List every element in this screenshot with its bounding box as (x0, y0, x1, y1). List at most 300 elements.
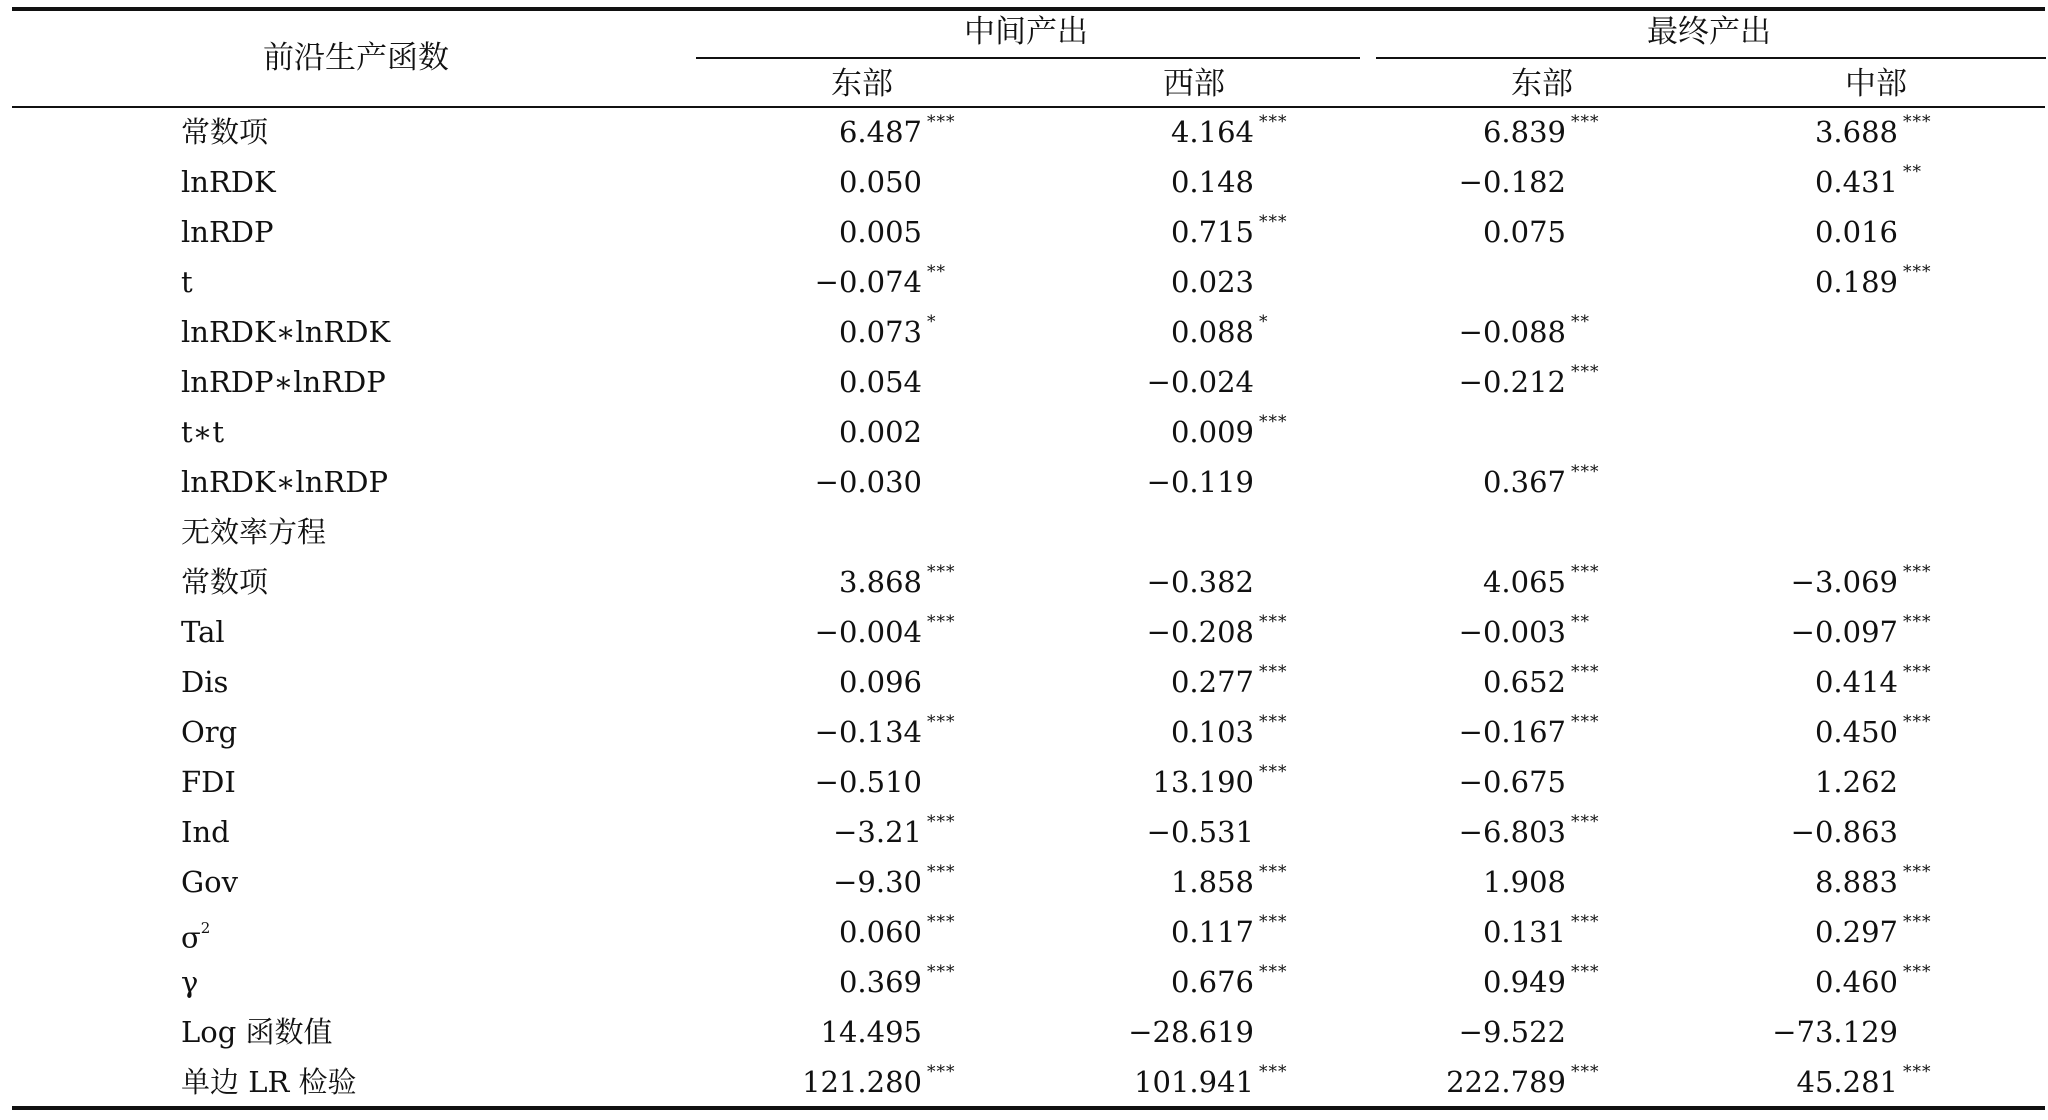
table-cell (1034, 212, 1288, 250)
row-label-text: Ind (181, 815, 230, 849)
table-cell (702, 262, 946, 300)
table-cell (1346, 214, 1566, 250)
row-label-text: 无效率方程 (181, 515, 327, 549)
row-label-text: Dis (181, 665, 229, 699)
cell-value: 0.060 (838, 915, 922, 949)
cell-value: −0.030 (814, 465, 922, 499)
row-label-text: lnRDK (181, 165, 276, 199)
cell-value-wrap (1814, 112, 1932, 150)
cell-value: 0.652 (1482, 665, 1566, 699)
top-rule (12, 7, 2045, 11)
significance-stars: *** (1259, 1062, 1288, 1082)
cell-value: −0.119 (1146, 465, 1254, 499)
table-cell (1034, 312, 1269, 350)
table-cell (1034, 762, 1288, 800)
table-cell (1034, 662, 1288, 700)
cell-value-wrap (814, 612, 956, 650)
table-cell (702, 962, 956, 1000)
cell-value: −0.863 (1790, 815, 1898, 849)
row-label (181, 864, 238, 900)
cell-value: 0.414 (1814, 665, 1898, 699)
table-cell (1678, 112, 1932, 150)
row-label-text: lnRDP∗lnRDP (181, 365, 386, 399)
row-label (181, 664, 228, 700)
table-cell (1678, 814, 1898, 850)
table-cell (702, 414, 922, 450)
significance-stars: *** (1259, 862, 1288, 882)
table-cell (1678, 1014, 1898, 1050)
row-label (181, 214, 274, 250)
row-label-text: Org (181, 715, 238, 749)
group-rule-intermediate (696, 57, 1360, 59)
row-label (181, 814, 230, 850)
cell-value-wrap (1128, 1014, 1254, 1050)
significance-stars: *** (1903, 612, 1932, 632)
row-label-superscript: 2 (200, 919, 211, 937)
row-label-text: 单边 LR 检验 (181, 1065, 357, 1099)
table-cell (702, 214, 922, 250)
significance-stars: *** (1903, 912, 1932, 932)
row-label-text: FDI (181, 765, 236, 799)
significance-stars: ** (1903, 162, 1922, 182)
cell-value-wrap (1814, 862, 1932, 900)
significance-stars: *** (1571, 712, 1600, 732)
table-cell (1034, 412, 1288, 450)
cell-value-wrap (1170, 212, 1288, 250)
table-cell (1346, 612, 1590, 650)
table-cell (1346, 362, 1600, 400)
cell-value-wrap (1147, 814, 1254, 850)
cell-value: 8.883 (1814, 865, 1898, 899)
significance-stars: *** (1259, 412, 1288, 432)
significance-stars: *** (1259, 712, 1288, 732)
significance-stars: *** (1259, 662, 1288, 682)
cell-value: −3.069 (1790, 565, 1898, 599)
cell-value: −0.382 (1146, 565, 1254, 599)
row-label-text: t (181, 265, 193, 299)
row-label-text: 常数项 (181, 565, 269, 599)
cell-value-wrap (1483, 214, 1566, 250)
cell-value: 0.023 (1170, 265, 1254, 299)
row-label (181, 714, 237, 750)
significance-stars: *** (1259, 762, 1288, 782)
significance-stars: *** (1571, 1062, 1600, 1082)
cell-value: −0.510 (814, 765, 922, 799)
cell-value: 14.495 (820, 1015, 922, 1049)
significance-stars: * (927, 312, 937, 332)
cell-value-wrap (1482, 962, 1600, 1000)
header-rule (12, 106, 2045, 108)
cell-value: 0.103 (1170, 715, 1254, 749)
table-cell (1346, 562, 1600, 600)
cell-value-wrap (1134, 1062, 1288, 1100)
cell-value-wrap (1459, 164, 1566, 200)
row-label (181, 364, 386, 400)
cell-value: −6.803 (1458, 815, 1566, 849)
cell-value-wrap (838, 962, 956, 1000)
cell-value-wrap (1482, 112, 1600, 150)
table-cell (1678, 712, 1932, 750)
col-header-intermediate-west: 西部 (1163, 66, 1225, 102)
cell-value-wrap (1458, 812, 1600, 850)
cell-value-wrap (1790, 612, 1932, 650)
table-cell (1034, 464, 1254, 500)
cell-value-wrap (838, 562, 956, 600)
cell-value-wrap (802, 1062, 956, 1100)
cell-value: −0.097 (1790, 615, 1898, 649)
table-cell (702, 862, 956, 900)
cell-value: 0.016 (1814, 215, 1898, 249)
significance-stars: *** (1259, 112, 1288, 132)
table-cell (1034, 164, 1254, 200)
cell-value: 222.789 (1446, 1065, 1566, 1099)
table-cell (1346, 764, 1566, 800)
row-label-text: Log 函数值 (181, 1015, 333, 1049)
row-label (181, 1014, 333, 1050)
row-label-text: lnRDP (181, 215, 274, 249)
table-cell (702, 312, 937, 350)
row-label (181, 414, 224, 450)
cell-value: 4.164 (1170, 115, 1254, 149)
cell-value-wrap (814, 712, 956, 750)
table-cell (1346, 164, 1566, 200)
table-cell (1346, 1062, 1600, 1100)
cell-value-wrap (1152, 762, 1288, 800)
table-cell (702, 812, 956, 850)
row-label (181, 564, 268, 600)
table-cell (1034, 962, 1288, 1000)
cell-value: 0.005 (838, 215, 922, 249)
table-cell (1034, 862, 1288, 900)
cell-value-wrap (838, 112, 956, 150)
cell-value-wrap (839, 164, 922, 200)
row-label (181, 164, 276, 200)
table-cell (1678, 562, 1932, 600)
table-cell (1346, 662, 1600, 700)
cell-value-wrap (1170, 962, 1288, 1000)
cell-value-wrap (838, 912, 956, 950)
row-label (181, 264, 193, 300)
table-cell (702, 664, 922, 700)
cell-value: 0.431 (1814, 165, 1898, 199)
significance-stars: *** (1903, 1062, 1932, 1082)
cell-value: −0.074 (814, 265, 922, 299)
table-cell (1678, 262, 1932, 300)
cell-value: 121.280 (802, 1065, 922, 1099)
cell-value-wrap (1482, 562, 1600, 600)
significance-stars: ** (927, 262, 946, 282)
significance-stars: *** (1903, 262, 1932, 282)
table-cell (1678, 912, 1932, 950)
cell-value-wrap (839, 364, 922, 400)
cell-value: 1.262 (1814, 765, 1898, 799)
bottom-rule (12, 1106, 2045, 1110)
table-cell (1034, 1014, 1254, 1050)
cell-value-wrap (1482, 912, 1600, 950)
table-cell (702, 764, 922, 800)
cell-value-wrap (838, 312, 937, 350)
cell-value: 6.487 (838, 115, 922, 149)
row-label-text: t∗t (181, 415, 225, 449)
col-header-final-central: 中部 (1845, 66, 1907, 102)
cell-value-wrap (1170, 912, 1288, 950)
row-label (181, 514, 326, 550)
significance-stars: *** (1903, 862, 1932, 882)
table-cell (1346, 462, 1600, 500)
cell-value-wrap (1482, 462, 1600, 500)
cell-value: −9.30 (833, 865, 922, 899)
significance-stars: *** (1903, 112, 1932, 132)
table-cell (702, 1014, 922, 1050)
row-label-text: lnRDK∗lnRDK (181, 315, 391, 349)
table-cell (1346, 312, 1590, 350)
significance-stars: *** (1259, 962, 1288, 982)
row-label-header: 前沿生产函数 (263, 40, 449, 76)
significance-stars: *** (1903, 662, 1932, 682)
cell-value-wrap (1814, 662, 1932, 700)
cell-value: 3.868 (838, 565, 922, 599)
cell-value: 0.277 (1170, 665, 1254, 699)
significance-stars: *** (1259, 612, 1288, 632)
significance-stars: ** (1571, 612, 1590, 632)
significance-stars: *** (1259, 212, 1288, 232)
table-cell (702, 164, 922, 200)
cell-value-wrap (821, 1014, 922, 1050)
table-cell (702, 464, 922, 500)
cell-value-wrap (1170, 312, 1269, 350)
row-label-text: Tal (181, 615, 225, 649)
cell-value: 0.075 (1482, 215, 1566, 249)
col-header-final-east: 东部 (1511, 66, 1573, 102)
cell-value: −0.167 (1458, 715, 1566, 749)
cell-value-wrap (1170, 112, 1288, 150)
table-cell (1346, 712, 1600, 750)
cell-value: 45.281 (1796, 1065, 1898, 1099)
cell-value: 0.009 (1170, 415, 1254, 449)
significance-stars: *** (1571, 462, 1600, 482)
cell-value: −0.675 (1458, 765, 1566, 799)
cell-value: 1.858 (1170, 865, 1254, 899)
table-cell (1678, 162, 1922, 200)
table-cell (1346, 962, 1600, 1000)
cell-value-wrap (1146, 612, 1288, 650)
table-cell (1034, 1062, 1288, 1100)
cell-value: −0.024 (1146, 365, 1254, 399)
table-cell (702, 912, 956, 950)
cell-value-wrap (1814, 262, 1932, 300)
cell-value-wrap (1791, 814, 1898, 850)
cell-value-wrap (1459, 764, 1566, 800)
significance-stars: *** (1571, 662, 1600, 682)
cell-value-wrap (1772, 1014, 1898, 1050)
significance-stars: *** (1259, 912, 1288, 932)
table-cell (1678, 612, 1932, 650)
cell-value: −73.129 (1772, 1015, 1898, 1049)
cell-value-wrap (815, 464, 922, 500)
row-label (181, 464, 388, 500)
cell-value-wrap (1796, 1062, 1932, 1100)
cell-value-wrap (1147, 464, 1254, 500)
table-cell (1034, 112, 1288, 150)
col-header-intermediate-east: 东部 (831, 66, 893, 102)
cell-value: −0.134 (814, 715, 922, 749)
cell-value-wrap (1170, 412, 1288, 450)
table-cell (1678, 1062, 1932, 1100)
cell-value-wrap (1147, 364, 1254, 400)
cell-value: −0.212 (1458, 365, 1566, 399)
row-label (181, 314, 390, 350)
cell-value: 0.367 (1482, 465, 1566, 499)
cell-value-wrap (1171, 164, 1254, 200)
cell-value-wrap (1814, 162, 1922, 200)
table-cell (1346, 912, 1600, 950)
significance-stars: *** (1903, 562, 1932, 582)
cell-value-wrap (839, 414, 922, 450)
cell-value: 0.189 (1814, 265, 1898, 299)
table-cell (1034, 912, 1288, 950)
table-cell (1346, 812, 1600, 850)
cell-value-wrap (839, 214, 922, 250)
cell-value: 0.949 (1482, 965, 1566, 999)
significance-stars: *** (1571, 812, 1600, 832)
cell-value: 0.117 (1170, 915, 1254, 949)
significance-stars: *** (927, 612, 956, 632)
group-rule-final (1376, 57, 2046, 59)
cell-value-wrap (815, 764, 922, 800)
cell-value-wrap (1814, 912, 1932, 950)
table-cell (1346, 112, 1600, 150)
table-cell (702, 712, 956, 750)
row-label-text: γ (181, 965, 199, 999)
significance-stars: * (1259, 312, 1269, 332)
cell-value: 4.065 (1482, 565, 1566, 599)
table-cell (702, 112, 956, 150)
cell-value-wrap (1815, 764, 1898, 800)
cell-value-wrap (1458, 312, 1590, 350)
table-cell (1034, 712, 1288, 750)
cell-value: 0.715 (1170, 215, 1254, 249)
significance-stars: *** (1571, 362, 1600, 382)
cell-value-wrap (833, 862, 956, 900)
significance-stars: *** (927, 112, 956, 132)
cell-value-wrap (814, 262, 946, 300)
cell-value: 13.190 (1152, 765, 1254, 799)
significance-stars: *** (927, 912, 956, 932)
cell-value: 0.460 (1814, 965, 1898, 999)
significance-stars: *** (927, 962, 956, 982)
cell-value: 3.688 (1814, 115, 1898, 149)
cell-value-wrap (1815, 214, 1898, 250)
cell-value-wrap (1458, 712, 1600, 750)
table-cell (1678, 764, 1898, 800)
cell-value-wrap (1458, 362, 1600, 400)
row-label-text: σ (181, 920, 201, 955)
cell-value: 0.131 (1482, 915, 1566, 949)
significance-stars: *** (927, 562, 956, 582)
cell-value: 0.450 (1814, 715, 1898, 749)
cell-value-wrap (1446, 1062, 1600, 1100)
table-cell (1034, 264, 1254, 300)
cell-value: 0.369 (838, 965, 922, 999)
cell-value: 0.297 (1814, 915, 1898, 949)
group-header-intermediate: 中间产出 (964, 14, 1088, 50)
table-cell (1678, 662, 1932, 700)
cell-value: −0.208 (1146, 615, 1254, 649)
row-label (181, 614, 225, 650)
cell-value-wrap (1483, 864, 1566, 900)
table-cell (702, 364, 922, 400)
cell-value: −9.522 (1458, 1015, 1566, 1049)
row-label-text: lnRDK∗lnRDP (181, 465, 388, 499)
row-label (181, 914, 210, 956)
significance-stars: *** (1571, 562, 1600, 582)
cell-value: −3.21 (833, 815, 922, 849)
cell-value-wrap (1814, 962, 1932, 1000)
cell-value: 0.088 (1170, 315, 1254, 349)
significance-stars: *** (1571, 962, 1600, 982)
cell-value: −28.619 (1128, 1015, 1254, 1049)
significance-stars: *** (1903, 962, 1932, 982)
cell-value: 0.096 (838, 665, 922, 699)
cell-value: −0.182 (1458, 165, 1566, 199)
table-cell (702, 562, 956, 600)
table-cell (1034, 612, 1288, 650)
cell-value-wrap (1171, 264, 1254, 300)
table-cell (702, 1062, 956, 1100)
row-label (181, 1064, 357, 1100)
significance-stars: ** (1571, 312, 1590, 332)
cell-value: −0.531 (1146, 815, 1254, 849)
cell-value-wrap (1459, 1014, 1566, 1050)
cell-value-wrap (1790, 562, 1932, 600)
cell-value: 0.676 (1170, 965, 1254, 999)
group-header-final: 最终产出 (1647, 14, 1771, 50)
table-cell (1346, 864, 1566, 900)
table-cell (702, 612, 956, 650)
cell-value-wrap (1170, 662, 1288, 700)
table-cell (1034, 364, 1254, 400)
cell-value: −0.003 (1458, 615, 1566, 649)
table-cell (1678, 214, 1898, 250)
table-cell (1034, 814, 1254, 850)
cell-value-wrap (839, 664, 922, 700)
cell-value: 101.941 (1134, 1065, 1254, 1099)
cell-value: 0.002 (838, 415, 922, 449)
cell-value-wrap (1170, 712, 1288, 750)
cell-value: 6.839 (1482, 115, 1566, 149)
row-label (181, 114, 268, 150)
significance-stars: *** (927, 712, 956, 732)
cell-value: 1.908 (1482, 865, 1566, 899)
table-cell (1034, 564, 1254, 600)
cell-value: 0.073 (838, 315, 922, 349)
cell-value-wrap (1482, 662, 1600, 700)
significance-stars: *** (1571, 912, 1600, 932)
row-label-text: 常数项 (181, 115, 269, 149)
cell-value: −0.088 (1458, 315, 1566, 349)
table-cell (1678, 962, 1932, 1000)
cell-value-wrap (1814, 712, 1932, 750)
cell-value-wrap (833, 812, 956, 850)
cell-value-wrap (1170, 862, 1288, 900)
table-cell (1678, 862, 1932, 900)
row-label (181, 764, 236, 800)
cell-value-wrap (1458, 612, 1590, 650)
cell-value: 0.050 (838, 165, 922, 199)
row-label-text: Gov (181, 865, 239, 899)
significance-stars: *** (1903, 712, 1932, 732)
significance-stars: *** (927, 862, 956, 882)
